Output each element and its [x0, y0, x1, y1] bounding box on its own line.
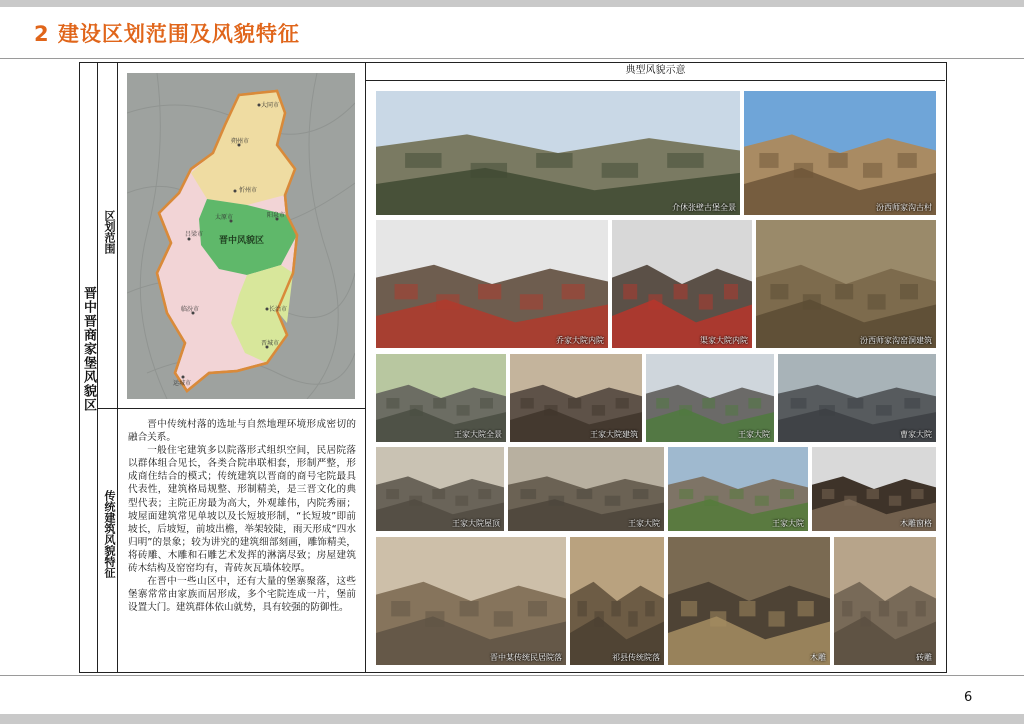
- photo-5: [756, 220, 936, 348]
- photo-caption: 祁县传统院落: [612, 653, 660, 662]
- map-city-label: 太原市: [215, 214, 234, 221]
- photo-caption: 王家大院: [738, 430, 770, 439]
- row-divider: [98, 408, 365, 409]
- district-map: [127, 73, 355, 399]
- photo-13: [812, 447, 936, 531]
- map-city-label: 朔州市: [231, 138, 250, 145]
- description-paragraph: 一般住宅建筑多以院落形式组织空间，民居院落以群体组合见长，各类合院串联相套，形制严整，形成商住结合的模式；传统建筑以晋商的商号宅院最具代表性，建筑格局规整、形制精美，是三晋文化的典型代表；主院正房最为高大，外观雄伟，内院秀丽；坡屋面建筑常见单坡以及长短坡形制，“长短坡”即前坡长，后坡短，前坡出檐，举架较陡，雨天形成“四水归明”的景象；较为讲究的建筑细部刻画，雕饰精美，将砖雕、木雕和石雕艺术发挥的淋漓尽致；房屋建筑砖木结构及窑窑均有，青砖灰瓦墙体较厚。: [128, 445, 356, 575]
- features-row-label: 传统建筑风貌特征: [103, 490, 116, 578]
- photo-14: [376, 537, 566, 665]
- map-city-label: 晋城市: [261, 340, 280, 347]
- photo-9: [778, 354, 936, 442]
- scope-row-label: 区划范围: [103, 210, 116, 254]
- photo-17: [834, 537, 936, 665]
- map-city-label: 长治市: [269, 306, 288, 313]
- description-paragraph: 在晋中一些山区中，还有大量的堡寨聚落，这些堡寨常常由家族而居形成，多个宅院连成一片，堡前设置大门。建筑群体依山就势，具有较强的防御性。: [128, 576, 356, 614]
- photo-caption: 砖雕: [916, 653, 932, 662]
- photo-caption: 王家大院屋顶: [452, 519, 500, 528]
- photo-11: [508, 447, 664, 531]
- photo-caption: 王家大院: [628, 519, 660, 528]
- photo-caption: 曹家大院: [900, 430, 932, 439]
- photo-caption: 乔家大院内院: [556, 336, 604, 345]
- photo-caption: 木雕: [810, 653, 826, 662]
- photo-caption: 王家大院全景: [454, 430, 502, 439]
- map-city-label: 阳泉市: [267, 212, 286, 219]
- bottom-rule: [0, 675, 1024, 676]
- map-city-label: 临汾市: [181, 306, 200, 313]
- photo-12: [668, 447, 808, 531]
- photo-4: [612, 220, 752, 348]
- description-paragraph: 晋中传统村落的选址与自然地理环境形成密切的融合关系。: [128, 419, 356, 444]
- photo-7: [510, 354, 642, 442]
- photo-1: [376, 91, 740, 215]
- photo-10: [376, 447, 504, 531]
- column-divider: [365, 62, 366, 673]
- photo-2: [744, 91, 936, 215]
- photo-caption: 介休张壁古堡全景: [672, 203, 736, 212]
- photo-8: [646, 354, 774, 442]
- bottom-bar: [0, 714, 1024, 724]
- district-name-label: 晋中晋商家堡风貌区: [81, 286, 96, 412]
- photo-15: [570, 537, 664, 665]
- map-district-label: 晋中风貌区: [219, 236, 265, 246]
- map-city-label: 大同市: [261, 102, 280, 109]
- photo-caption: 汾西师家沟古村: [876, 203, 932, 212]
- photo-caption: 王家大院建筑: [590, 430, 638, 439]
- photo-3: [376, 220, 608, 348]
- top-rule: [0, 58, 1024, 59]
- map-city-label: 忻州市: [239, 187, 258, 194]
- photo-caption: 汾西师家沟窑洞建筑: [860, 336, 932, 345]
- photo-caption: 王家大院: [772, 519, 804, 528]
- row-label-column: [98, 62, 118, 673]
- top-bar: [0, 0, 1024, 7]
- photo-caption: 晋中某传统民居院落: [490, 653, 562, 662]
- map-city-label: 吕梁市: [185, 231, 204, 238]
- photos-header: 典型风貌示意: [366, 62, 945, 81]
- feature-description: [128, 418, 356, 614]
- page-title: 2 建设区划范围及风貌特征: [34, 22, 300, 46]
- map-city-label: 运城市: [173, 380, 192, 387]
- photo-caption: 渠家大院内院: [700, 336, 748, 345]
- page-number: 6: [964, 690, 973, 705]
- photo-6: [376, 354, 506, 442]
- photo-caption: 木雕窗格: [900, 519, 932, 528]
- photo-16: [668, 537, 830, 665]
